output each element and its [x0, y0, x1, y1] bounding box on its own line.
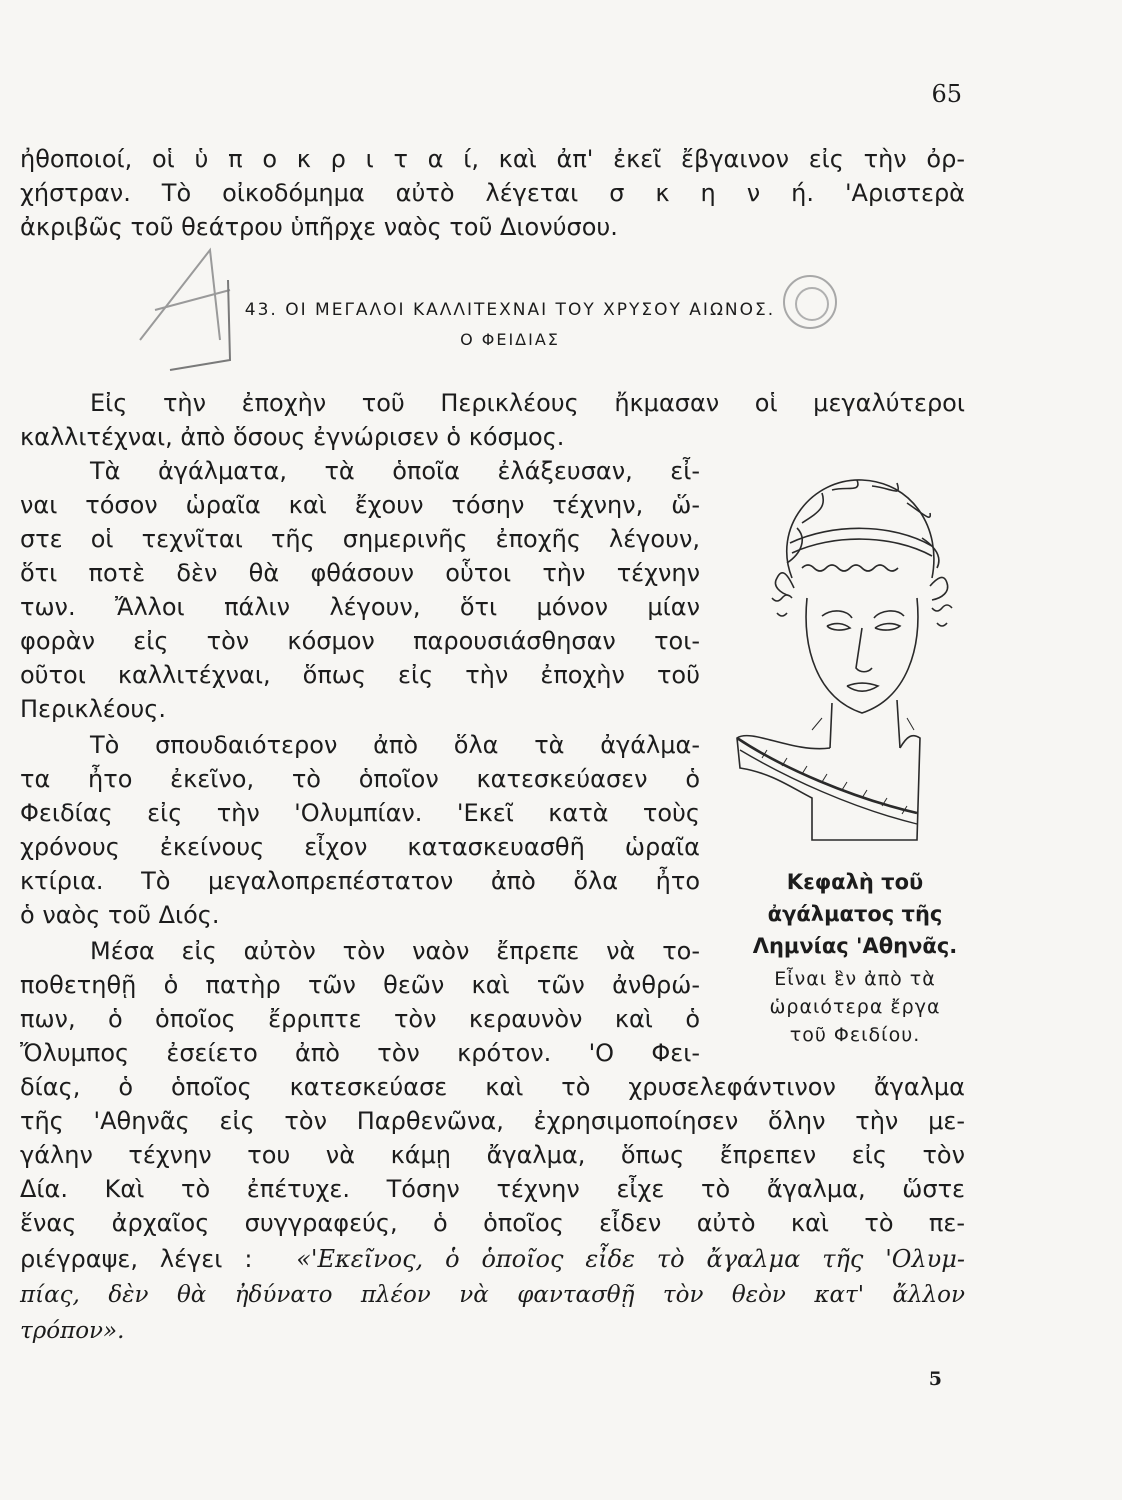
body-line: χρόνους ἐκείνους εἶχον κατασκευασθῆ ὡραῖα	[20, 833, 700, 861]
body-line: Φειδίας εἰς τὴν 'Ολυμπίαν. 'Εκεῖ κατὰ τοὺς	[20, 799, 700, 827]
body-line: οῦτοι καλλιτέχναι, ὅπως εἰς τὴν ἐποχὴν τοῦ	[20, 661, 700, 689]
section-heading: 43. ΟΙ ΜΕΓΑΛΟΙ ΚΑΛΛΙΤΕΧΝΑΙ ΤΟΥ ΧΡΥΣΟΥ ΑΙΩΝΟΣ.	[244, 300, 776, 320]
figure-caption-text: ὡραιότερα ἔργα	[769, 996, 941, 1018]
body-line: κτίρια. Τὸ μεγαλοπρεπέστατον ἀπὸ ὅλα ἦτο	[20, 867, 700, 895]
body-line: των. Ἄλλοι πάλιν λέγουν, ὅτι μόνον μίαν	[20, 593, 700, 621]
quote-line: πίας, δὲν θὰ ἠδύνατο πλέον νὰ φαντασθῇ τὸν θεὸν κατ' ἄλλον	[20, 1282, 965, 1308]
body-line: Δία. Καὶ τὸ ἐπέτυχε. Τόσην τέχνην εἶχε τὸ ἄγαλμα, ὥστε	[20, 1175, 965, 1203]
figure-caption-title: Κεφαλὴ τοῦ	[786, 870, 924, 894]
figure-caption-title: Λημνίας 'Αθηνᾶς.	[752, 934, 958, 958]
intro-line: χήστραν. Τὸ οἰκοδόμημα αὐτὸ λέγεται σ κ η ν ή. 'Αριστερὰ	[20, 179, 965, 207]
body-line: φορὰν εἰς τὸν κόσμον παρουσιάσθησαν τοι-	[20, 627, 700, 655]
body-line: ναι τόσον ὡραῖα καὶ ἔχουν τόσην τέχνην, ὥ-	[20, 491, 700, 519]
body-line: τῆς 'Αθηνᾶς εἰς τὸν Παρθενῶνα, ἐχρησιμοποίησεν ὅλην τὴν με-	[20, 1107, 965, 1135]
body-line: Εἰς τὴν ἐποχὴν τοῦ Περικλέους ἤκμασαν οἱ μεγαλύτεροι	[90, 389, 965, 417]
body-line: γάλην τέχνην του νὰ κάμῃ ἄγαλμα, ὅπως ἔπρεπεν εἰς τὸν	[20, 1141, 965, 1169]
intro-line: ἀκριβῶς τοῦ θεάτρου ὑπῆρχε ναὸς τοῦ Διονύσου.	[20, 213, 618, 241]
body-line: ὁ ναὸς τοῦ Διός.	[20, 901, 220, 929]
body-line: τα ἦτο ἐκεῖνο, τὸ ὁποῖον κατεσκεύασεν ὁ	[20, 765, 700, 793]
page-number: 65	[931, 80, 962, 108]
body-line: ὅτι ποτὲ δὲν θὰ φθάσουν οὗτοι τὴν τέχνην	[20, 559, 700, 587]
body-line: Ὄλυμπος ἐσείετο ἀπὸ τὸν κρότον. 'Ο Φει-	[20, 1039, 700, 1067]
quote-line	[20, 1242, 965, 1276]
body-line: στε οἱ τεχνῖται τῆς σημερινῆς ἐποχῆς λέγουν,	[20, 525, 700, 553]
body-line: ἕνας ἀρχαῖος συγγραφεύς, ὁ ὁποῖος εἶδεν αὐτὸ καὶ τὸ πε-	[20, 1209, 965, 1237]
quote-line: τρόπον».	[20, 1318, 125, 1344]
body-line: ποθετηθῇ ὁ πατὴρ τῶν θεῶν καὶ τῶν ἀνθρώ-	[20, 971, 700, 999]
body-line: Περικλέους.	[20, 695, 166, 723]
signature-mark: 5	[928, 1368, 942, 1390]
body-line: Μέσα εἰς αὐτὸν τὸν ναὸν ἔπρεπε νὰ το-	[90, 937, 700, 965]
figure-caption-text: τοῦ Φειδίου.	[789, 1024, 921, 1046]
athena-bust-illustration	[732, 468, 962, 848]
intro-line: ἠθοποιοί, οἱ ὑ π ο κ ρ ι τ α ί, καὶ ἀπ' ἐκεῖ ἔβγαινον εἰς τὴν ὀρ-	[20, 145, 965, 173]
quote-lead: ριέγραψε, λέγει :	[20, 1245, 253, 1273]
body-line: πων, ὁ ὁποῖος ἔρριπτε τὸν κεραυνὸν καὶ ὁ	[20, 1005, 700, 1033]
body-line: Τὸ σπουδαιότερον ἀπὸ ὅλα τὰ ἀγάλμα-	[90, 731, 700, 759]
quote-text: «'Εκεῖνος, ὁ ὁποῖος εἶδε τὸ ἄγαλμα τῆς 'Ολυμ-	[296, 1245, 965, 1273]
figure-caption-title: ἀγάλματος τῆς	[767, 902, 943, 926]
figure-caption-text: Εἶναι ἓν ἀπὸ τὰ	[774, 968, 936, 990]
body-line: καλλιτέχναι, ἀπὸ ὅσους ἐγνώρισεν ὁ κόσμος.	[20, 423, 565, 451]
body-line: Τὰ ἀγάλματα, τὰ ὁποῖα ἐλάξευσαν, εἶ-	[90, 457, 700, 485]
section-subheading: Ο ΦΕΙΔΙΑΣ	[460, 330, 560, 349]
body-line: δίας, ὁ ὁποῖος κατεσκεύασε καὶ τὸ χρυσελεφάντινον ἄγαλμα	[20, 1073, 965, 1101]
